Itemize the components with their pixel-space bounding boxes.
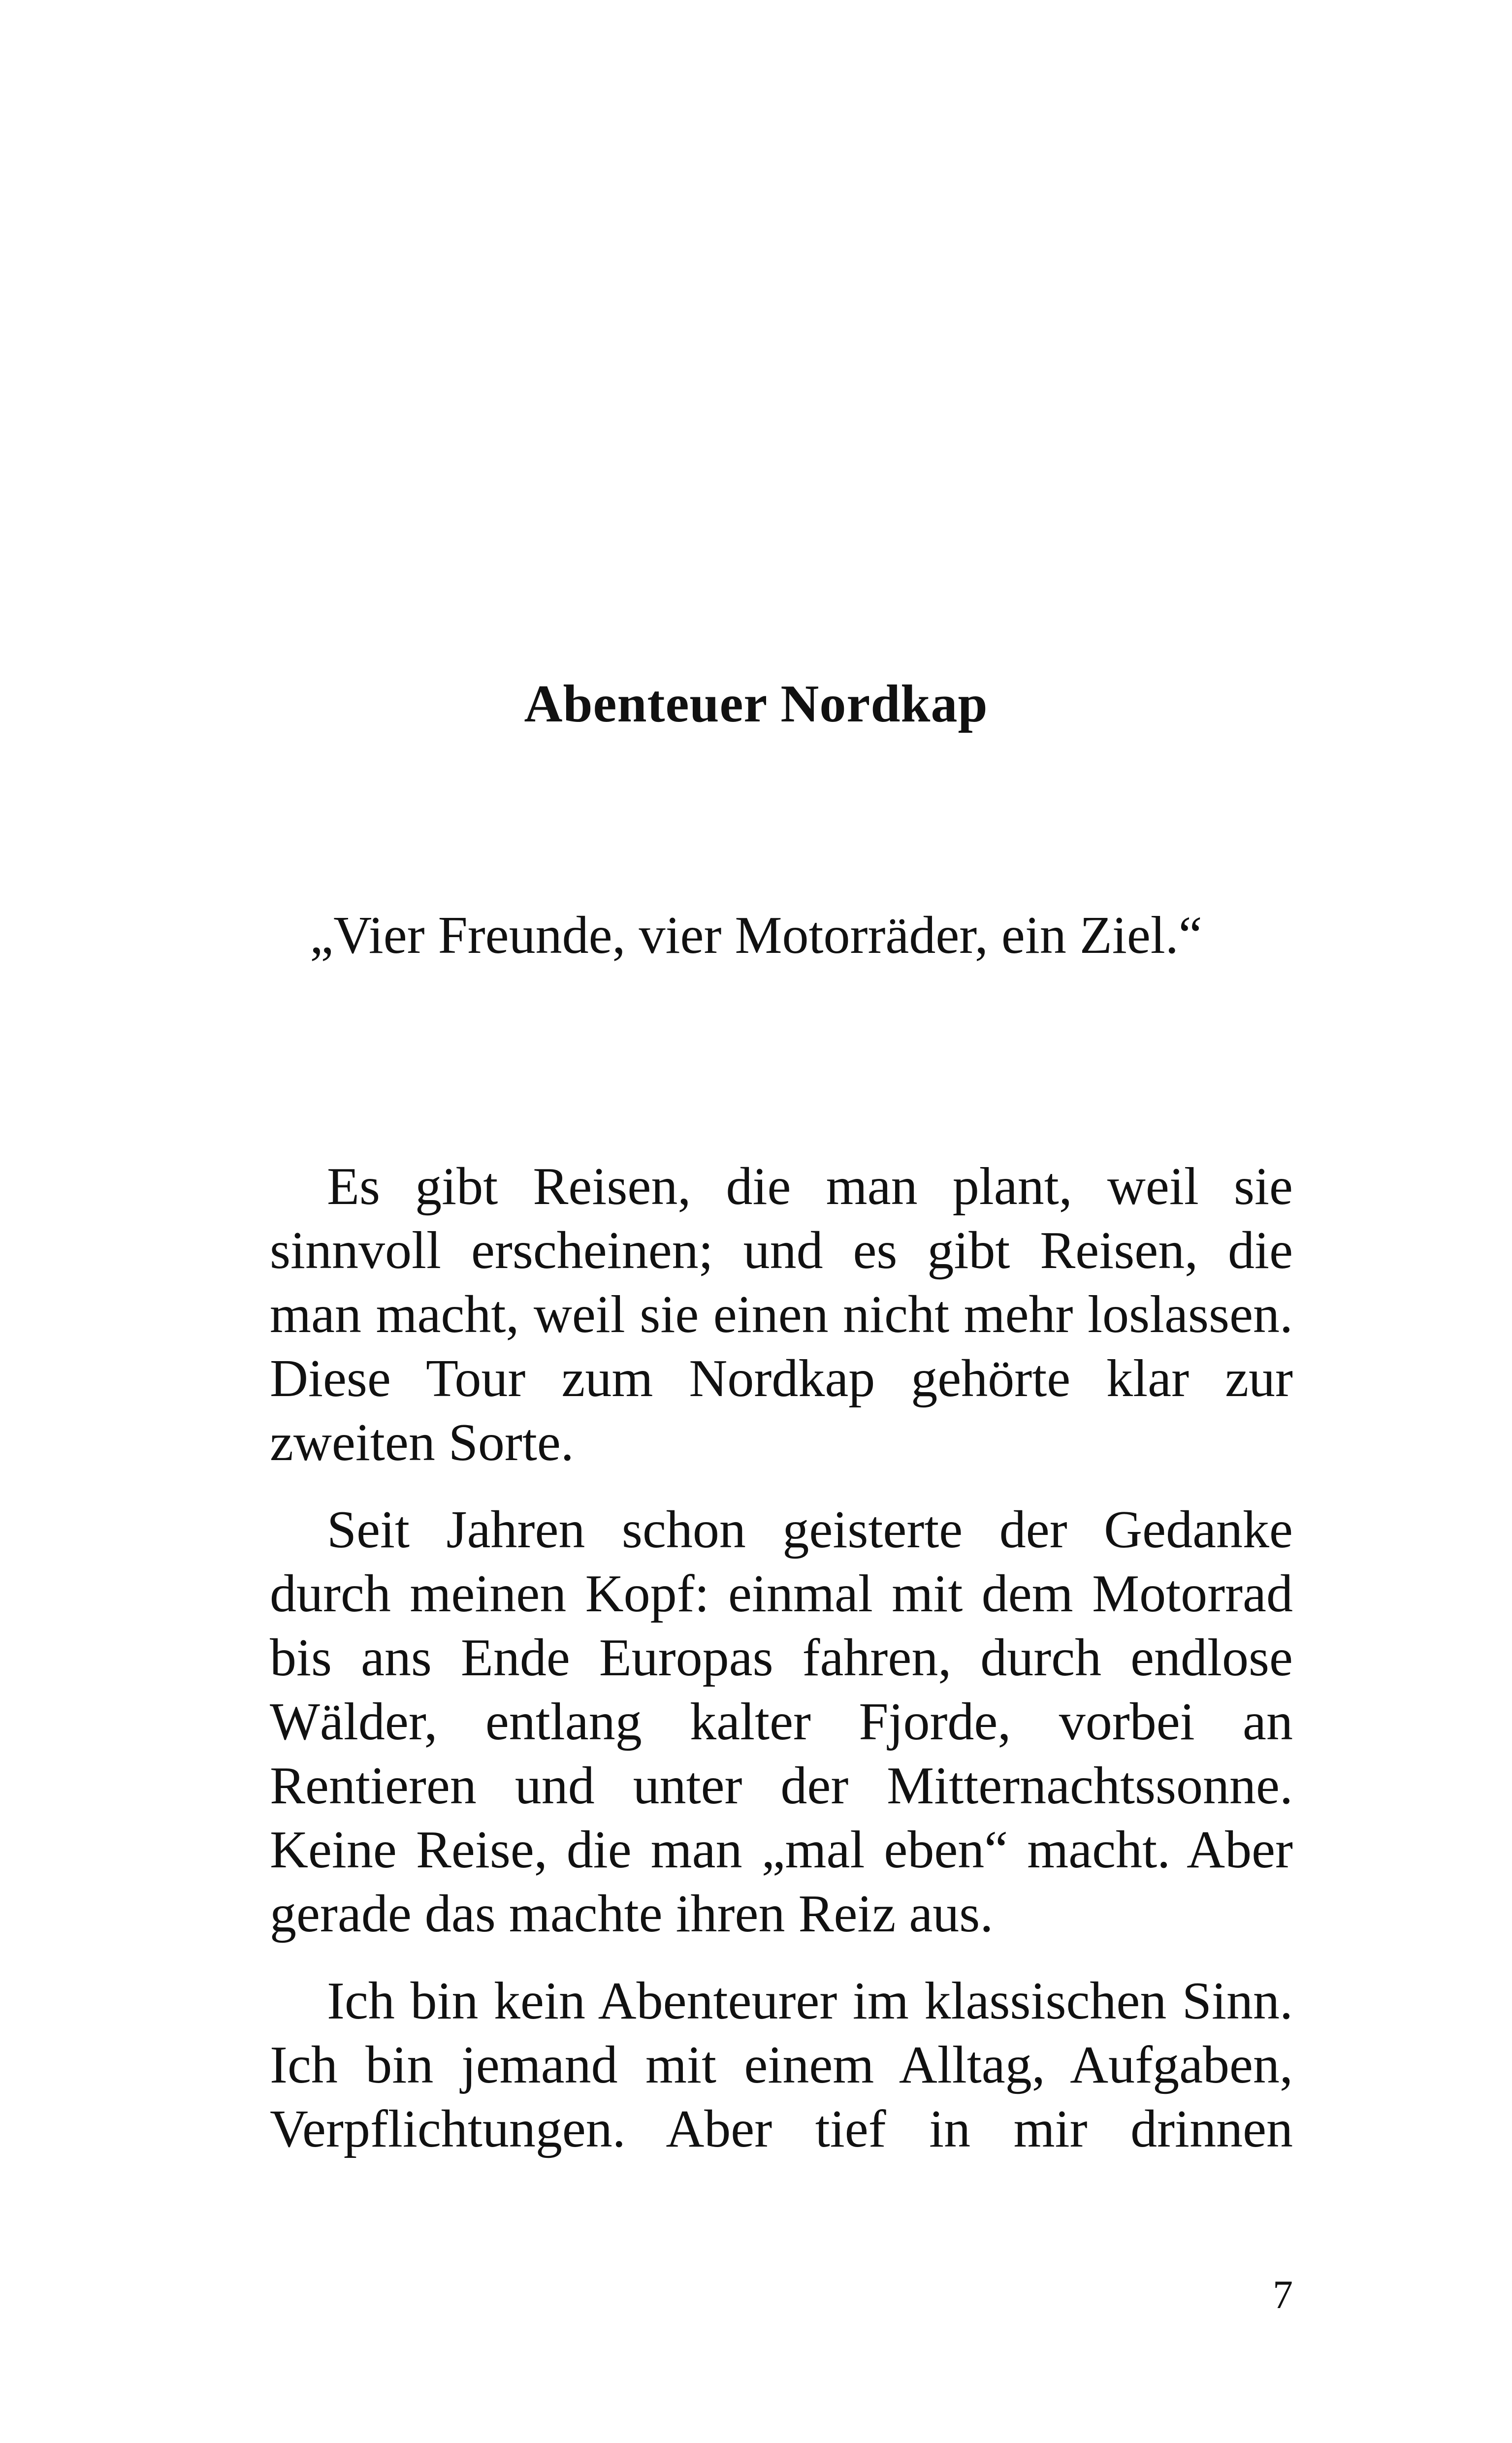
chapter-epigraph: „Vier Freunde, vier Motorräder, ein Ziel.“ [310,906,1202,965]
chapter-title: Abenteuer Nordkap [524,675,988,733]
page-number: 7 [1273,2272,1293,2317]
paragraph-2: Seit Jahren schon geisterte der Gedanke durch meinen Kopf: einmal mit dem Motorrad bis ans Ende Europas fahren, durch endlose Wälder, entlang kalter Fjorde, vorbei an Rentieren und unter der Mitternachtssonne. Keine Reise, die man „mal eben“ macht. Aber gerade das machte ihren Reiz aus. [270,1500,1293,1943]
paragraph-3: Ich bin kein Abenteurer im klassischen Sinn. Ich bin jemand mit einem Alltag, Aufgaben, Verpflichtungen. Aber tief in mir drinnen [270,1972,1293,2158]
body-text [270,1155,1293,2161]
paragraph-1: Es gibt Reisen, die man plant, weil sie sinnvoll erscheinen; und es gibt Reisen, die man macht, weil sie einen nicht mehr loslassen. Diese Tour zum Nordkap gehörte klar zur zweiten Sorte. [270,1157,1293,1472]
